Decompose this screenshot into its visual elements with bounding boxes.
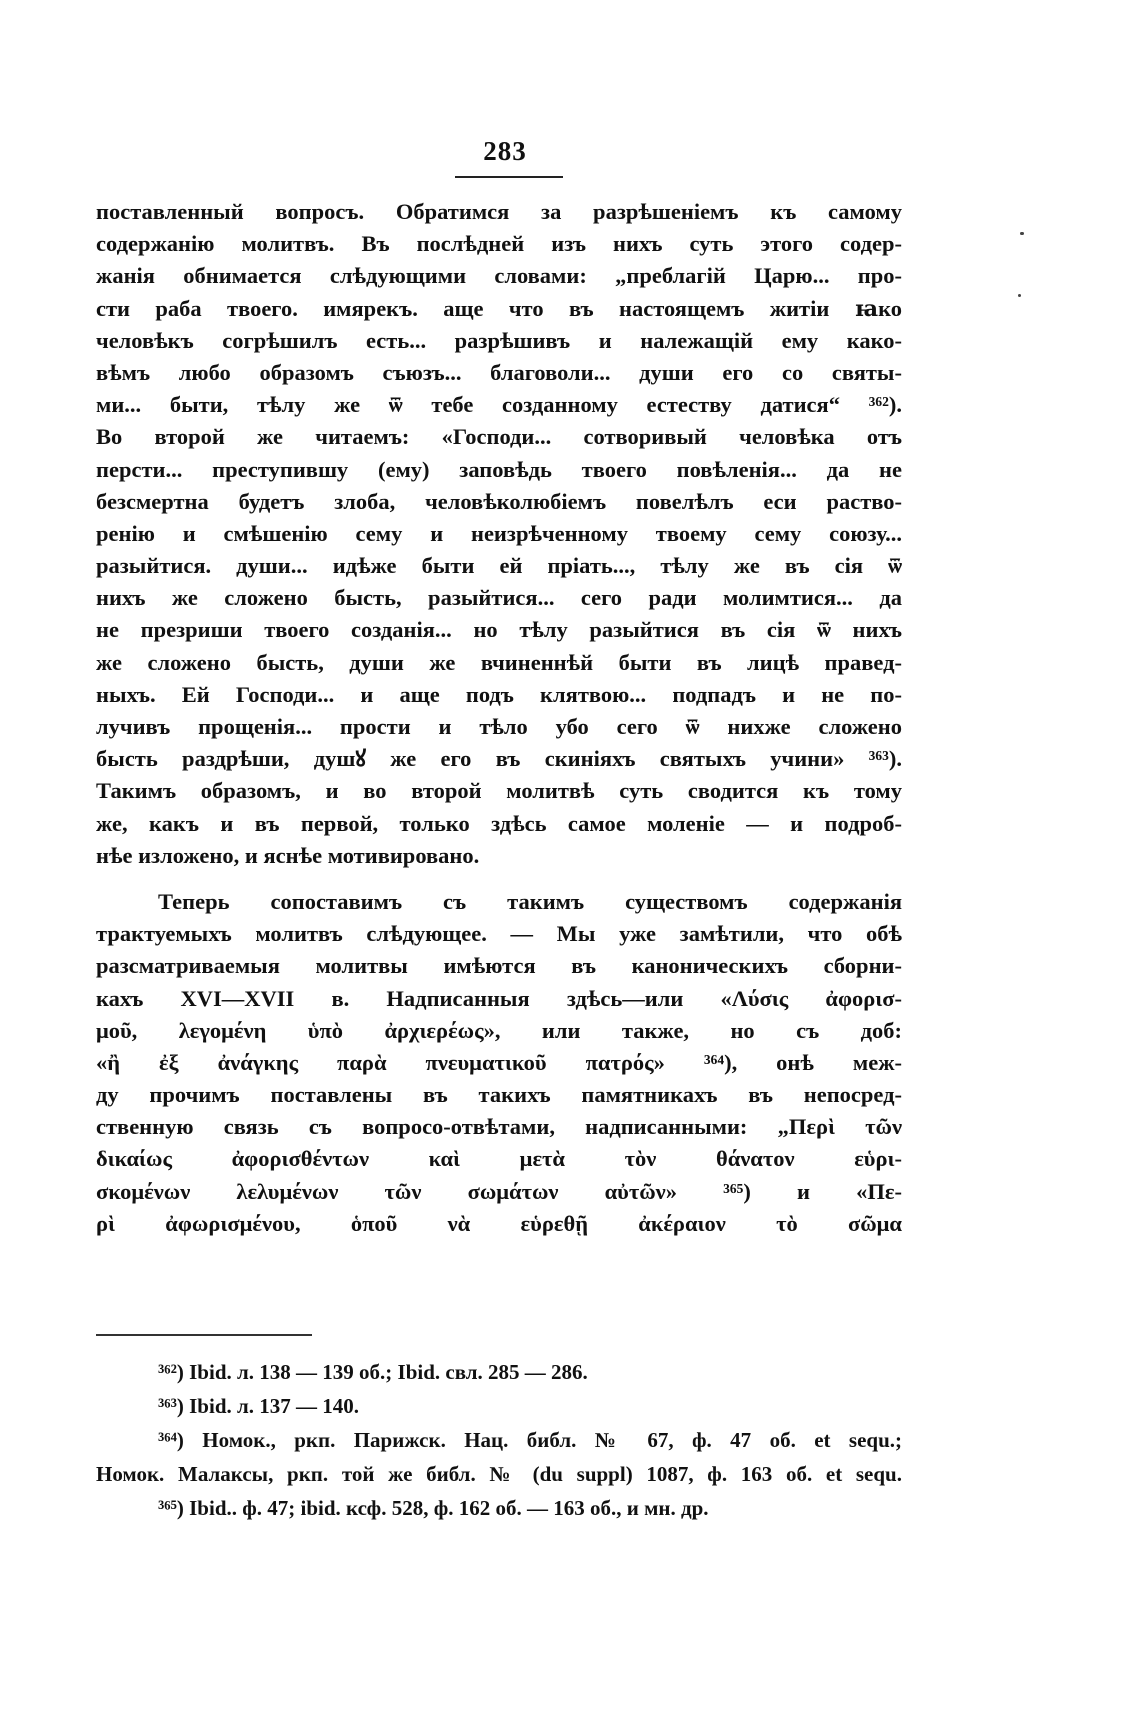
text-line: разыйтися. души... идѣже быти ей пріать..., тѣлу же въ сія ѿ: [96, 553, 902, 579]
text-line: сти раба твоего. имярекъ. аще что въ настоящемъ житіи ꙗко: [96, 295, 902, 321]
text-line: бысть раздрѣши, душꙋ же его въ скиніяхъ святыхъ учини» ³⁶³).: [96, 746, 902, 772]
text-line: нихъ же сложено бысть, разыйтися... сего ради молимтися... да: [96, 585, 902, 611]
page-number: 283: [483, 136, 527, 166]
text-line: трактуемыхъ молитвъ слѣдующее. — Мы уже замѣтили, что обѣ: [96, 921, 902, 947]
text-line: жанія обнимается слѣдующими словами: „преблагій Царю... про-: [96, 263, 902, 289]
text-line: ственную связь съ вопросо-отвѣтами, надписанными: „Περὶ τῶν: [96, 1114, 902, 1140]
text-line: кахъ XVI—XVII в. Надписанныя здѣсь—или «Λύσις ἀφορισ-: [96, 985, 902, 1011]
footnotes: [96, 1355, 902, 1525]
footnote-363: ³⁶³) Ibid. л. 137 — 140.: [158, 1394, 360, 1418]
text-line: μοῦ, λεγομένη ὑπὸ ἀρχιερέως», или также, но съ доб:: [96, 1017, 902, 1043]
text-line: ми... быти, тѣлу же ѿ тебе созданному естеству датися“ ³⁶²).: [96, 392, 902, 418]
text-line: ренію и смѣшенію сему и неизрѣченному твоему сему союзу...: [96, 520, 902, 546]
text-line: ныхъ. Ей Господи... и аще подъ клятвою... подпадъ и не по-: [96, 681, 902, 707]
text-line: δικαίως ἀφορισθέντων καὶ μετὰ τὸν θάνατον εὑρι-: [96, 1146, 902, 1172]
text-line: же, какъ и въ первой, только здѣсь самое моленіе — и подроб-: [96, 810, 902, 836]
text-line: ду прочимъ поставлены въ такихъ памятникахъ въ непосред-: [96, 1082, 902, 1108]
text-line: безсмертна будетъ злоба, человѣколюбіемъ повелѣлъ еси раство-: [96, 488, 902, 514]
footnote-364: ³⁶⁴) Номок., ркп. Парижск. Нац. библ. № 67, ф. 47 об. et sequ.;: [158, 1428, 902, 1452]
text-line: ρὶ ἀφωρισμένου, ὁποῦ νὰ εὑρεθῇ ἀκέραιον τὸ σῶμα: [96, 1210, 902, 1236]
text-line: Такимъ образомъ, и во второй молитвѣ суть сводится къ тому: [96, 778, 902, 804]
paragraph-2: [96, 886, 902, 1240]
text-line: σκομένων λελυμένων τῶν σωμάτων αὐτῶν» ³⁶⁵) и «Πε-: [96, 1178, 902, 1204]
body-text: [96, 196, 902, 1240]
paragraph-1: [96, 196, 902, 872]
footnote-rule: [96, 1334, 312, 1336]
text-line: человѣкъ согрѣшилъ есть... разрѣшивъ и належащій ему како-: [96, 327, 902, 353]
footnote-365: ³⁶⁵) Ibid.. ф. 47; ibid. ксф. 528, ф. 162 об. — 163 об., и мн. др.: [158, 1496, 709, 1520]
text-line: нѣе изложено, и яснѣе мотивировано.: [96, 842, 480, 868]
text-line: «ἢ ἐξ ἀνάγκης παρὰ πνευματικοῦ πατρός» ³⁶⁴), онѣ меж-: [96, 1049, 902, 1075]
scan-speck: [1020, 232, 1024, 235]
footnote-362: ³⁶²) Ibid. л. 138 — 139 об.; Ibid. свл. 285 — 286.: [158, 1360, 588, 1384]
text-line: поставленный вопросъ. Обратимся за разрѣшеніемъ къ самому: [96, 199, 902, 224]
text-line: разсматриваемыя молитвы имѣются въ каноническихъ сборни-: [96, 953, 902, 979]
text-line: же сложено бысть, души же вчиненнѣй быти въ лицѣ правед-: [96, 649, 902, 675]
footnote-364-continued: Номок. Малаксы, ркп. той же библ. № (du suppl) 1087, ф. 163 об. et sequ.: [96, 1462, 902, 1486]
page-number-rule: [455, 176, 563, 178]
text-line: персти... преступившу (ему) заповѣдь твоего повѣленія... да не: [96, 456, 902, 482]
text-line: не презриши твоего созданія... но тѣлу разыйтися въ сія ѿ нихъ: [96, 617, 902, 643]
text-line: Теперь сопоставимъ съ такимъ существомъ содержанія: [158, 888, 902, 914]
text-line: Во второй же читаемъ: «Господи... сотворивый человѣка отъ: [96, 424, 902, 450]
scan-speck: [1018, 294, 1021, 297]
text-line: содержанію молитвъ. Въ послѣдней изъ нихъ суть этого содер-: [96, 231, 902, 257]
paragraph-gap: [96, 872, 902, 886]
text-line: вѣмъ любо образомъ съюзъ... благоволи... души его со святы-: [96, 359, 902, 385]
text-line: лучивъ прощенія... прости и тѣло убо сего ѿ нихже сложено: [96, 714, 902, 739]
